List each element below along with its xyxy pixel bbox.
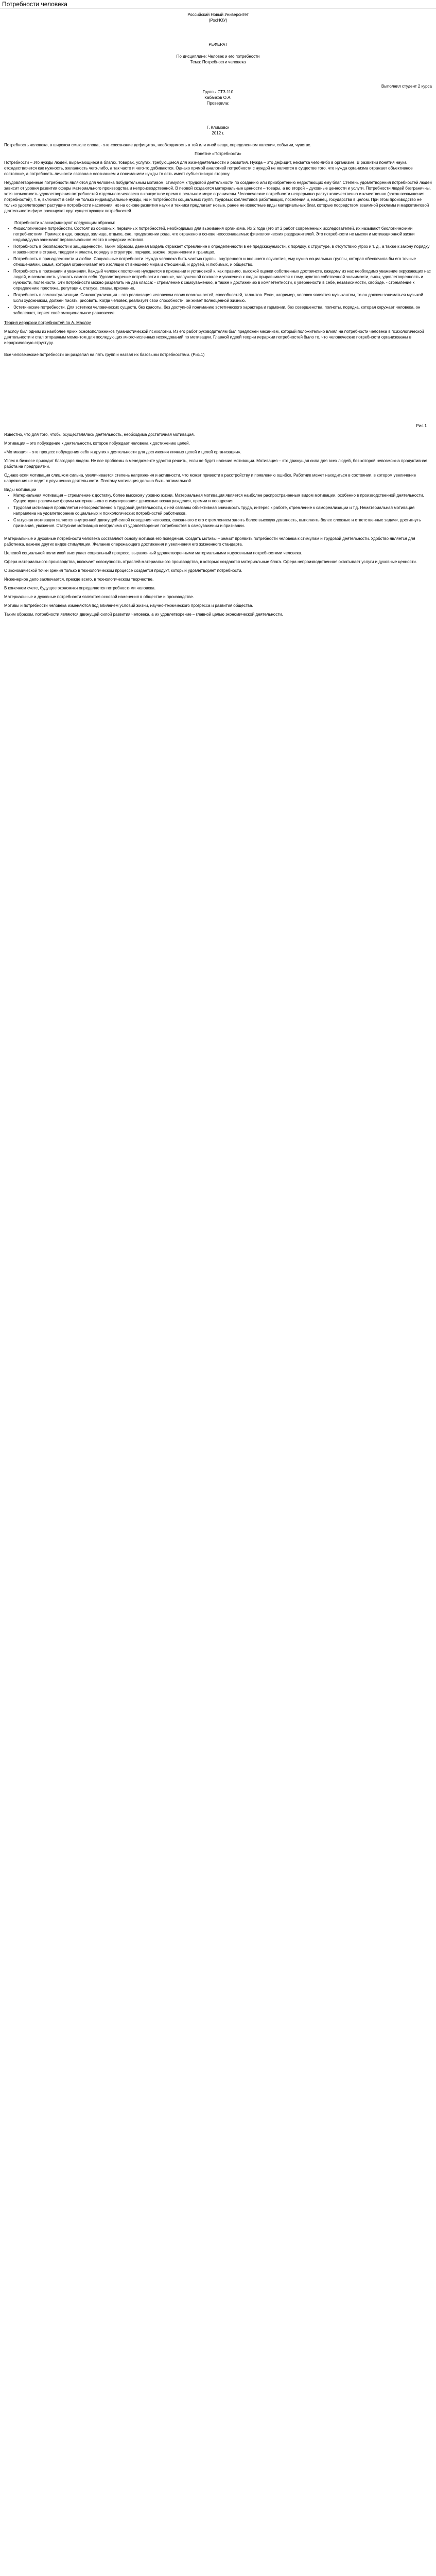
discipline-line: По дисциплине: Человек и его потребности bbox=[176, 54, 260, 59]
classification-item: • Потребность в принадлежности и любви. Социальные потребности. Нужда человека быть частью группы, внутреннего и внешнего соучастия, ему нужна социальных группы, которая обеспечила бы его точные отношениями, семья, которая ограничивает его изоляции от внешнего мира и отношений, и друзей, и любимых, и общество. bbox=[13, 256, 432, 267]
classification-item: • Потребность в самоактуализации. Самоактуализация – это реализация человеком своих возможностей, способностей, талантов. Если, например, человек является музыкантом, то он должен заниматься музыкой. Если художником, должен писать, рисовать. Когда человек, реализует свои способности, он живет полноценной жизнью. bbox=[13, 292, 432, 303]
intro-lead: Потребность человека, в широком смысле слова, - это «осознание дефицита», необходимость в той или иной вещи, определенном явлении, событии, чувстве. bbox=[4, 143, 311, 147]
closing-paragraph-3: Сфера материального производства, включает совокупность отраслей материального производства, в которых создаются материальные блага. Сфера непроизводственная охватывает услуги и духовные ценности. bbox=[4, 560, 417, 564]
motivation-type-item: • Статусная мотивация является внутренней движущей силой поведения человека, связанного с его стремлением занять более высокую должность, выполнять более сложные и ответственные задачи, достигнуть признания, уважения. Статусная мотивация неотделима от удовлетворения потребностей в самоуважении и признании. bbox=[13, 517, 432, 529]
motivation-types-title: Виды мотивации bbox=[4, 487, 37, 492]
closing-paragraph-2: Целевой социальной политикой выступает социальный прогресс, выраженный удовлетворенными материальными и духовными потребностями человека. bbox=[4, 551, 303, 555]
year: 2012 г. bbox=[212, 131, 224, 135]
window-title: Потребности человека bbox=[0, 0, 436, 9]
closing-paragraph-7: Материальные и духовные потребности являются основой изменения в обществе и производстве. bbox=[4, 595, 194, 599]
classification-list bbox=[4, 226, 432, 316]
intro-paragraph-1: Потребности – это нужды людей, выражающиеся в благах, товарах, услугах, требующиеся для жизнедеятельности и развития. Нужда – это дефицит, нехватка чего-либо в организме. В развитии понятия наука отождествляется как нужность, желанность чего-либо, а так часто и чего-то добиваются. Однако прямой аналогией потребности с нуждой не является в существе того, что нужда организма отражает объективное состояние, а потребность личности связана с осознанием и пониманием нужды то есть имеет субъективную сторону. bbox=[4, 160, 413, 176]
maslow-figure bbox=[4, 362, 432, 429]
topic-line: Тема: Потребности человека bbox=[190, 60, 246, 64]
maslow-paragraph-5: «Мотивация – это процесс побуждения себя и других к деятельности для достижения личных целей и целей организации». bbox=[4, 450, 241, 454]
classification-title: Потребности классифицируют следующим образом: bbox=[14, 221, 115, 225]
university-abbrev: (РосНОУ) bbox=[208, 18, 228, 23]
closing-paragraph-4: С экономической точки зрения только в технологическом процессе создается продукт, который удовлетворяет потребности. bbox=[4, 568, 242, 573]
maslow-paragraph-7: Однако если мотивация слишком сильна, увеличивается степень напряжения и активности, что может привести к расстройству и появлению ошибок. Работник может находиться в состоянии, в котором увеличение напряжения не ведет к улучшению деятельности. Поэтому мотивация должна быть оптимальной. bbox=[4, 473, 416, 483]
document bbox=[0, 9, 436, 617]
city: Г. Климовск bbox=[206, 125, 230, 130]
maslow-paragraph-1: Маслоу был одним из наиболее ярких основоположников гуманистической психологии. Из его работ руководителям был предложен механизм, который положительно влиял на потребности человека в психологической деятельности и стал отправным моментом для последующих многочисленных исследований по мотивации. Главной идеей теории иерархии потребностей было то, что человеческие потребности организованы в иерархическую структуру. bbox=[4, 329, 424, 345]
closing-paragraph-9: Таким образом, потребности являются движущей силой развития человека, а их удовлетворение – главной целью экономической деятельности. bbox=[4, 612, 283, 617]
maslow-paragraph-2: Все человеческие потребности он разделил на пять групп и назвал их базовыми потребностями. (Рис.1) bbox=[4, 352, 205, 357]
motivation-types-list bbox=[4, 493, 432, 529]
maslow-paragraph-6: Успех в бизнесе приходит благодаря людям. Не все проблемы в менеджменте удастся решить, если не будет наличие мотивации. Мотивация – это движущая сила для всех людей, без которой невозможна продуктивная работа на предприятии. bbox=[4, 459, 427, 469]
author-line-3: Кабачков О.А. bbox=[204, 95, 232, 100]
closing-paragraph-8: Мотивы и потребности человека изменяются под влиянием условий жизни, научно-технического прогресса и развития общества. bbox=[4, 603, 253, 608]
section-title-concept: Понятие «Потребности» bbox=[195, 151, 241, 156]
classification-item: • Потребность в признании и уважении. Каждый человек постоянно нуждается в признании и установкой к, как правило, высокой оценки собственных достоинств, каждому из нас необходимо уважение окружающих нас людей, и возможность уважать самого себя. Удовлетворение потребности в оценке, заслуженной похвале и уважению к людях приравнивается к тому, чувство собственной значимости, силы, удовлетворенность и нужности, полезности. Эти потребности можно разделить на два класса: - стремление к самоуважению, а также к достижению в компетентности, к уверенности в себе, независимости, свободе. - стремление к определению престижа, репутации, статуса, славы, признание. bbox=[13, 268, 432, 291]
classification-item: • Эстетические потребности. Для эстетики человеческих существ, без красоты, без доступной пониманию эстетического характера и гармонии, без совершенства, полноты, порядка, которая окружает человека, он заболевает, теряет своё эмоциональное равновесие. bbox=[13, 304, 432, 316]
maslow-paragraph-3: Известно, что для того, чтобы осуществлялась деятельность, необходима достаточная мотивация. bbox=[4, 432, 195, 437]
author-line-1: Выполнил студент 2 курса bbox=[381, 84, 432, 89]
university-name: Российский Новый Университет bbox=[187, 12, 249, 17]
intro-paragraph-2: Неудовлетворенные потребности являются для человека побудительным мотивом, стимулом к трудовой деятельности по созданию или приобретению недостающих ему благ. Степень удовлетворения потребностей людей зависит от уровня развития сферы материального производства и непроизводственной. В первой создаются материальные ценности – товары, а во второй – духовные ценности и услуги. Потребности людей безграничны, хотя возможность удовлетворения потребностей отдельного человека в конкретное время в реальном мире ограничены. Человеческие потребности непрерывно растут количественно и качественно (закон возвышения потребностей), т. е, включают в себя не только индивидуальные нужды, но и потребности социальных групп, трудовых коллективов работающих, поселения и, наконец, государства в целом. При этом производство не только удовлетворяет растущие потребности населения, но на основе развития науки и техники предлагает новые, ранее не известные виды материальных благ, которые посредством взаимной рекламы и маркетинговой деятельности фирм расширяют круг существующих потребностей. bbox=[4, 180, 432, 213]
author-line-4: Проверила: bbox=[206, 101, 230, 106]
closing-paragraph-5: Инженерное дело заключается, прежде всего, в технологическом творчестве. bbox=[4, 577, 154, 582]
classification-item: • Потребность в безопасности и защищенности. Таким образом, данная модель отражает стремление к определённости в ее предсказуемости, к порядку, к структуре, в отсутствию угроз и т. д., а также к закону порядку и законности в стране, твердом и власти, порядку в структуре, порядке, законе, ограничении и границах. bbox=[13, 244, 432, 255]
closing-paragraph-1: Материальные и духовные потребности человека составляют основу мотивов его поведения. Создать мотивы – значит проявить потребности человека к стимулам и трудовой деятельности. Удобство является для работника, важнее других видов стимуляции. Желание опережающего достижения и увеличения его жизненного стандарта. bbox=[4, 536, 415, 547]
figure-caption: Рис.1 bbox=[416, 423, 427, 428]
closing-paragraph-6: В конечном счете, будущее экономики определяется потребностями человека. bbox=[4, 586, 156, 590]
motivation-type-item: • Материальная мотивация – стремление к достатку, более высокому уровню жизни. Материальная мотивация является наиболее распространенным видом мотивации, особенно в производственной деятельности. Существуют различные формы материального стимулирования: денежные вознаграждения, премии и поощрения. bbox=[13, 493, 432, 504]
document-type: РЕФЕРАТ bbox=[208, 42, 228, 47]
classification-item: • Физиологические потребности. Состоят из основных, первичных потребностей, необходимых для выживания организма. Их 2 года (это от 2 работ современных исследователей, их называют биологическими потребностями. Пример: в еде, одежде, жилище, отдыхе, сне, продолжении рода, что отражено в основе неосознаваемых физиологических раздражителей. Это потребности не мысли и мотивационной жизни индивидуума занимают первоначальное место в иерархии мотивов. bbox=[13, 226, 432, 243]
motivation-type-item: • Трудовая мотивация проявляется непосредственно в трудовой деятельности, с ней связаны объективная значимость труда, интерес к работе, стремление к самореализации и т.д. Нематериальная мотивация направлена на удовлетворение социальных и психологических потребностей работников. bbox=[13, 505, 432, 516]
maslow-title: Теория иерархии потребностей по А. Маслоу bbox=[4, 320, 91, 325]
maslow-paragraph-4: Мотивация – это побуждение к деятельности, которое побуждает человека к достижению целей. bbox=[4, 441, 190, 446]
author-line-2: Группы СТЗ-110 bbox=[202, 90, 234, 94]
